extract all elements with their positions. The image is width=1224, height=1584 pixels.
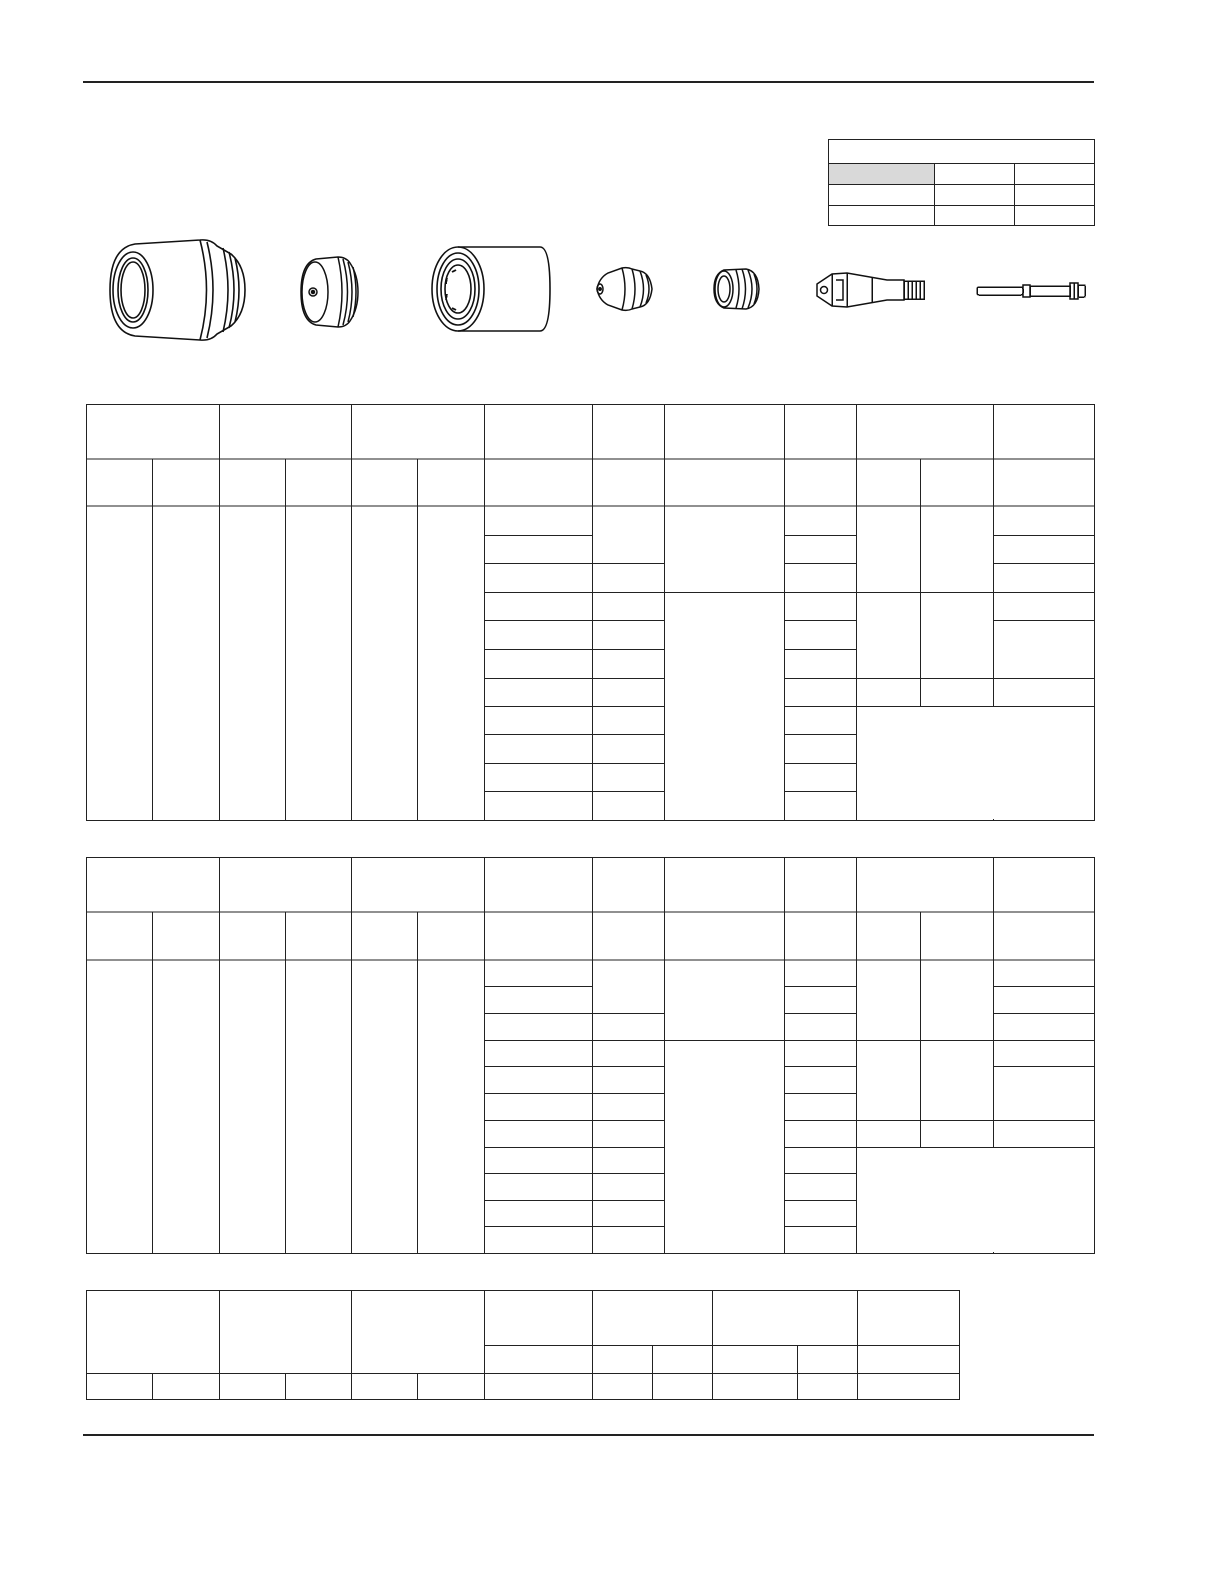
cut-chart-table-2 bbox=[86, 857, 1095, 1254]
merged-cell bbox=[857, 707, 1093, 819]
cut-chart-table-1 bbox=[86, 404, 1095, 821]
merged-cell bbox=[857, 1148, 1093, 1252]
cut-chart-table-3 bbox=[86, 1290, 960, 1400]
